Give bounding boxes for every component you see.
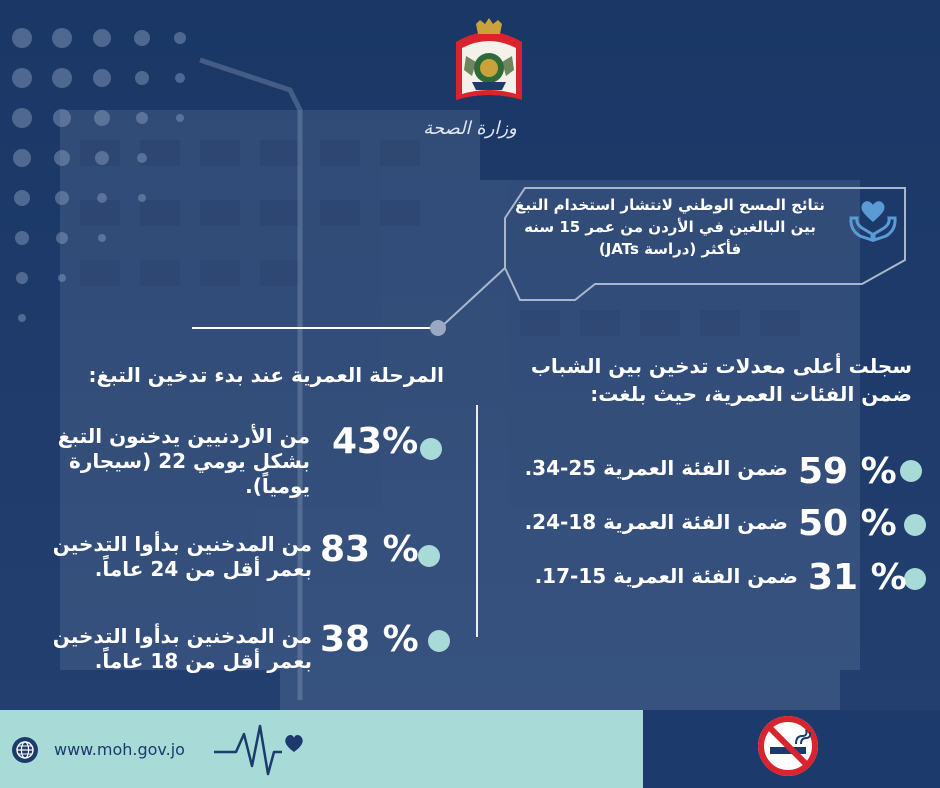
stat-text-start-under-18 <box>30 624 312 674</box>
heartbeat-icon <box>214 722 314 778</box>
stat-text-line: يومياً). <box>245 474 310 498</box>
stat-text-line: بعمر أقل من 18 عاماً. <box>94 649 312 673</box>
bullet-dot <box>420 438 442 460</box>
stat-value-start-under-24: 83 % <box>320 529 419 570</box>
stat-text-line: من الأردنيين يدخنون التبغ <box>57 424 310 448</box>
youth-rates-heading <box>500 352 912 408</box>
bullet-dot <box>900 460 922 482</box>
stat-text-start-under-24 <box>30 532 312 582</box>
stat-text-line: من المدخنين بدأوا التدخين <box>52 532 312 556</box>
bullet-dot <box>418 545 440 567</box>
stat-value-18-24: 50 % <box>798 503 897 544</box>
website-link[interactable]: www.moh.gov.jo <box>54 740 185 759</box>
bullet-dot <box>904 514 926 536</box>
stat-value-start-under-18: 38 % <box>320 619 419 660</box>
survey-title-line: بين البالغين في الأردن من عمر 15 سنه <box>524 218 816 236</box>
bullet-dot <box>904 568 926 590</box>
stat-value-15-17: 31 % <box>808 557 907 598</box>
bullet-dot <box>428 630 450 652</box>
ministry-name: وزارة الصحة <box>423 118 517 139</box>
stat-text-25-34: ضمن الفئة العمرية 25-34. <box>524 456 788 480</box>
stat-text-line: بشكل يومي 22 (سيجارة <box>69 449 310 473</box>
stat-value-daily-smokers: 43% <box>332 421 419 462</box>
stat-text-18-24: ضمن الفئة العمرية 18-24. <box>524 510 788 534</box>
no-smoking-icon <box>756 714 820 778</box>
decorative-dots <box>0 0 200 340</box>
globe-icon <box>12 737 38 763</box>
stat-text-15-17: ضمن الفئة العمرية 15-17. <box>534 564 798 588</box>
coat-of-arms-emblem <box>452 18 526 108</box>
stat-text-line: بعمر أقل من 24 عاماً. <box>94 557 312 581</box>
heart-hands-icon <box>848 196 898 244</box>
survey-title-line: فأكثر (دراسة JATs) <box>598 240 742 258</box>
youth-rates-heading-line: ضمن الفئات العمرية، حيث بلغت: <box>590 382 912 406</box>
smoking-start-age-heading: المرحلة العمرية عند بدء تدخين التبغ: <box>88 363 444 387</box>
stat-text-line: من المدخنين بدأوا التدخين <box>52 624 312 648</box>
survey-title <box>500 194 840 260</box>
youth-rates-heading-line: سجلت أعلى معدلات تدخين بين الشباب <box>530 354 912 378</box>
stat-value-25-34: 59 % <box>798 451 897 492</box>
stat-text-daily-smokers <box>30 424 310 499</box>
survey-title-line: نتائج المسح الوطني لانتشار استخدام التبغ <box>515 196 825 214</box>
